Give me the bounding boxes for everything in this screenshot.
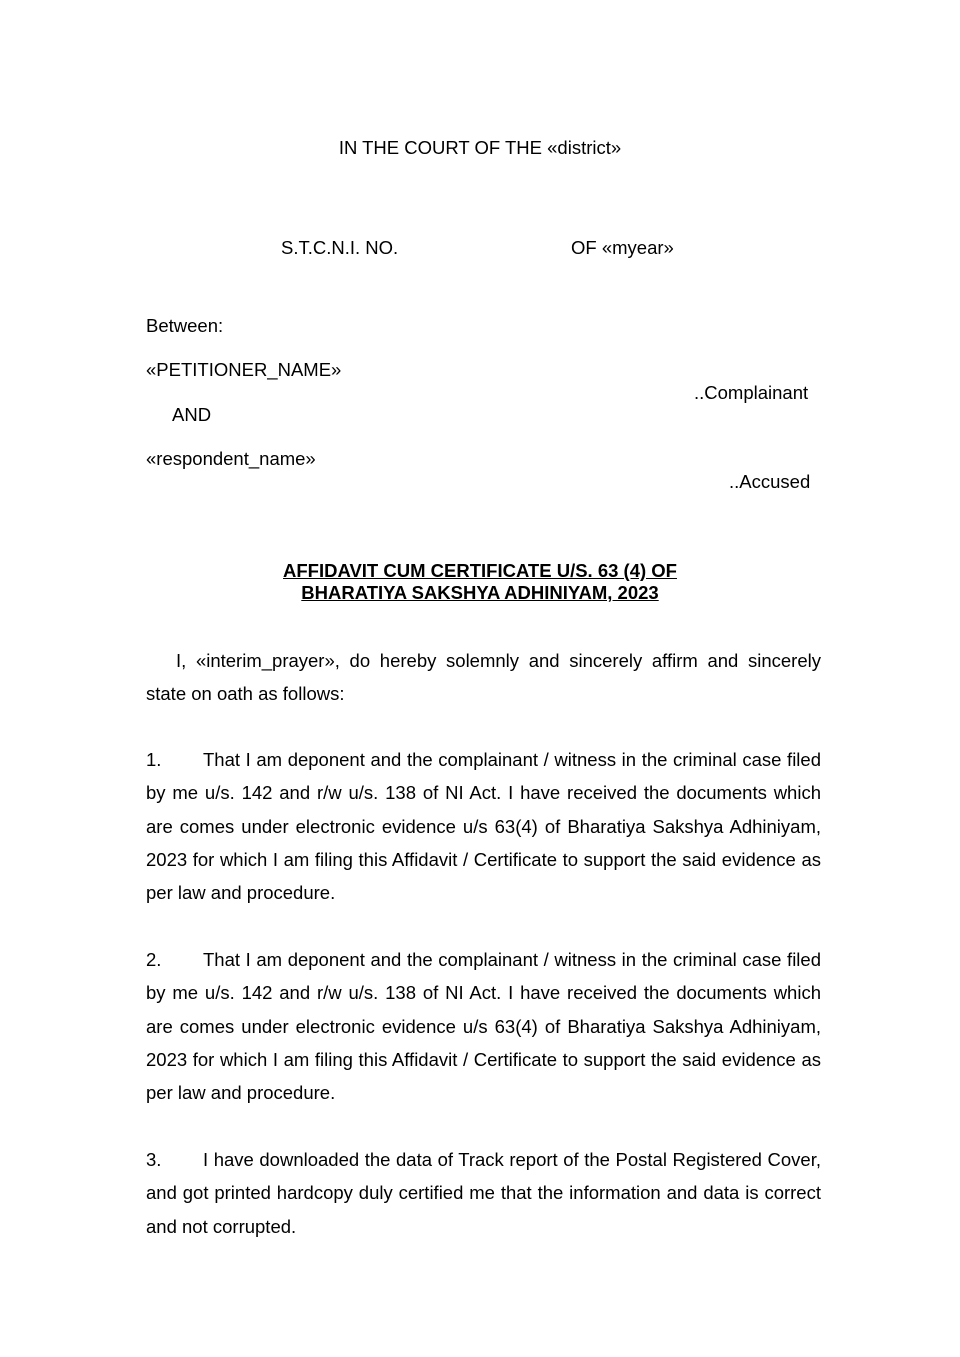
paragraph-number: 1. [146, 749, 162, 770]
paragraph-text: That I am deponent and the complainant / witness in the criminal case filed by me u/s. 142 and r/w u/s. 138 of NI Act. I have received the documents which are comes under electronic evidence u/s 63(4) of Bharatiya Sakshya Adhiniyam, 2023 for which I am filing this Affidavit / Certificate to support the said evidence as per law and procedure. [146, 949, 821, 1104]
petitioner-name: «PETITIONER_NAME» [146, 359, 342, 380]
between-label: Between: [146, 315, 224, 336]
paragraph-number: 2. [146, 949, 162, 970]
paragraph-text: I have downloaded the data of Track report of the Postal Registered Cover, and got printed hardcopy duly certified me that the information and data is correct and not corrupted. [146, 1149, 821, 1237]
intro-paragraph: I, «interim_prayer», do hereby solemnly and sincerely affirm and sincerely state on oath as follows: [146, 650, 821, 705]
respondent-role: ..Accused [729, 471, 811, 492]
case-year-label: OF «myear» [571, 237, 674, 258]
case-number-label: S.T.C.N.I. NO. [281, 237, 399, 258]
paragraph-number: 3. [146, 1149, 162, 1170]
numbered-paragraph [146, 743, 821, 909]
document-title-line-1: AFFIDAVIT CUM CERTIFICATE U/S. 63 (4) OF [283, 560, 677, 581]
document-title-line-2: BHARATIYA SAKSHYA ADHINIYAM, 2023 [301, 582, 659, 603]
numbered-paragraph [146, 943, 821, 1109]
paragraph-text: That I am deponent and the complainant / witness in the criminal case filed by me u/s. 142 and r/w u/s. 138 of NI Act. I have received the documents which are comes under electronic evidence u/s 63(4) of Bharatiya Sakshya Adhiniyam, 2023 for which I am filing this Affidavit / Certificate to support the said evidence as per law and procedure. [146, 749, 821, 904]
and-label: AND [172, 404, 212, 425]
numbered-paragraph [146, 1143, 821, 1243]
petitioner-role: ..Complainant [694, 382, 809, 403]
court-title: IN THE COURT OF THE «district» [338, 137, 622, 158]
respondent-name: «respondent_name» [146, 448, 316, 469]
